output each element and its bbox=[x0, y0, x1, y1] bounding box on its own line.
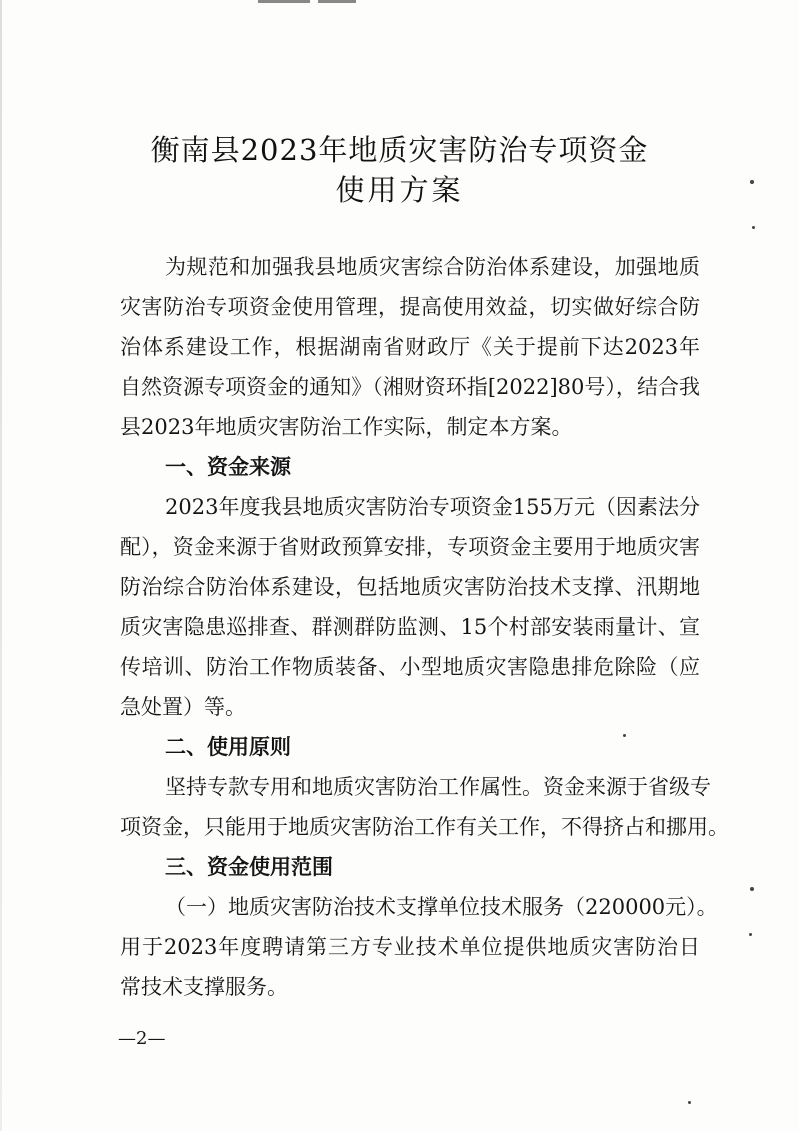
scan-mark bbox=[318, 0, 356, 3]
paragraph-line: 配），资金来源于省财政预算安排，专项资金主要用于地质灾害 bbox=[120, 535, 700, 559]
scan-speck bbox=[752, 226, 755, 229]
page-number: —2— bbox=[118, 1028, 166, 1049]
section-heading: 一、资金来源 bbox=[165, 455, 291, 479]
paragraph-line: 2023年度我县地质灾害防治专项资金155万元（因素法分 bbox=[165, 495, 700, 519]
paragraph-line: 常技术支撑服务。 bbox=[120, 975, 288, 999]
paragraph-line: 县2023年地质灾害防治工作实际，制定本方案。 bbox=[120, 415, 573, 439]
document-subtitle: 使用方案 bbox=[335, 173, 464, 207]
paragraph-line: 急处置）等。 bbox=[120, 695, 246, 719]
paragraph-line: 用于2023年度聘请第三方专业技术单位提供地质灾害防治日 bbox=[120, 935, 700, 959]
scan-mark bbox=[258, 0, 310, 3]
scan-speck bbox=[750, 180, 754, 184]
paragraph-line: 质灾害隐患巡排查、群测群防监测、15个村部安装雨量计、宣 bbox=[120, 615, 700, 639]
paragraph-line: 为规范和加强我县地质灾害综合防治体系建设，加强地质 bbox=[165, 255, 700, 279]
document-title: 衡南县2023年地质灾害防治专项资金 bbox=[150, 133, 649, 167]
paragraph-line: 治体系建设工作，根据湖南省财政厅《关于提前下达2023年 bbox=[120, 335, 700, 359]
paragraph-line: 防治综合防治体系建设，包括地质灾害防治技术支撑、汛期地 bbox=[120, 575, 700, 599]
section-heading: 三、资金使用范围 bbox=[165, 855, 333, 879]
scan-speck bbox=[749, 933, 752, 936]
paragraph-line: 自然资源专项资金的通知》（湘财资环指[2022]80号），结合我 bbox=[120, 375, 700, 399]
section-heading: 二、使用原则 bbox=[165, 735, 291, 759]
scan-speck bbox=[623, 734, 626, 737]
paragraph-line: （一）地质灾害防治技术支撑单位技术服务（220000元）。 bbox=[165, 895, 718, 919]
paragraph-line: 灾害防治专项资金使用管理，提高使用效益，切实做好综合防 bbox=[120, 295, 700, 319]
paragraph-line: 坚持专款专用和地质灾害防治工作属性。资金来源于省级专 bbox=[165, 775, 711, 799]
scan-speck bbox=[750, 887, 754, 891]
paragraph-line: 项资金，只能用于地质灾害防治工作有关工作，不得挤占和挪用。 bbox=[120, 815, 729, 839]
scan-speck bbox=[688, 1101, 691, 1104]
paragraph-line: 传培训、防治工作物质装备、小型地质灾害隐患排危除险（应 bbox=[120, 655, 700, 679]
